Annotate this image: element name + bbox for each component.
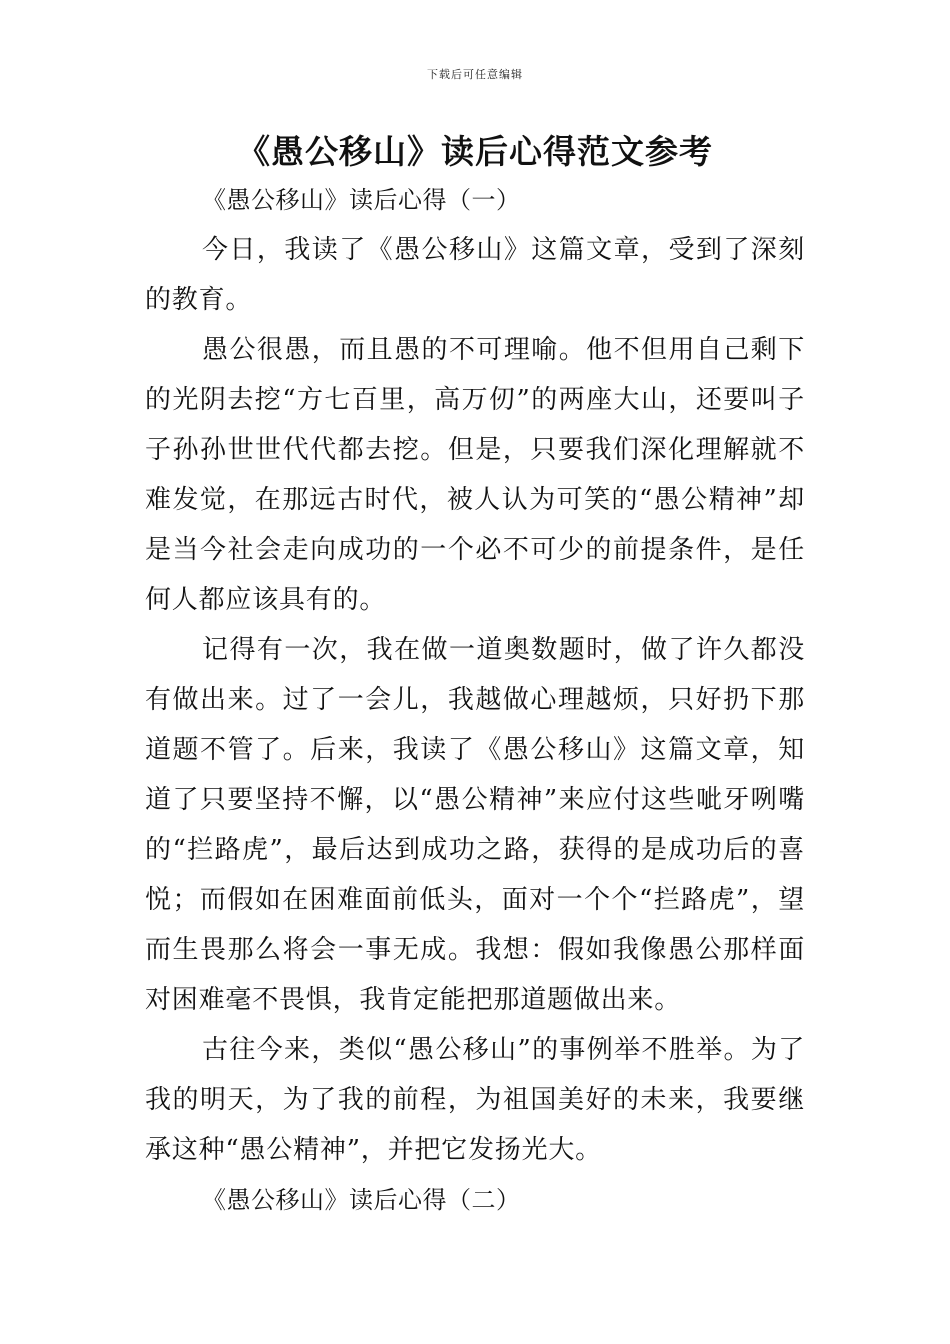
document-title: 《愚公移山》读后心得范文参考 bbox=[237, 132, 713, 171]
section-1-paragraph-2: 愚公很愚，而且愚的不可理喻。他不但用自己剩下的光阴去挖“方七百里，高万仞”的两座大山，还要叫子子孙孙世世代代都去挖。但是，只要我们深化理解就不难发觉，在那远古时代，被人认为可笑的“愚公精神”却是当今社会走向成功的一个必不可少的前提条件，是任何人都应该具有的。 bbox=[145, 335, 805, 615]
section-1-paragraph-1: 今日，我读了《愚公移山》这篇文章，受到了深刻的教育。 bbox=[145, 235, 805, 315]
section-1-paragraph-4: 古往今来，类似“愚公移山”的事例举不胜举。为了我的明天，为了我的前程，为祖国美好的未来，我要继承这种“愚公精神”，并把它发扬光大。 bbox=[145, 1035, 805, 1165]
section-heading-2: 《愚公移山》读后心得（二） bbox=[202, 1186, 521, 1214]
header-note: 下载后可任意编辑 bbox=[427, 68, 523, 81]
document-body bbox=[145, 175, 805, 1225]
section-1-paragraph-3: 记得有一次，我在做一道奥数题时，做了许久都没有做出来。过了一会儿，我越做心理越烦，只好扔下那道题不管了。后来，我读了《愚公移山》这篇文章，知道了只要坚持不懈，以“愚公精神”来应付这些呲牙咧嘴的“拦路虎”，最后达到成功之路，获得的是成功后的喜悦；而假如在困难面前低头，面对一个个“拦路虎”，望而生畏那么将会一事无成。我想：假如我像愚公那样面对困难毫不畏惧，我肯定能把那道题做出来。 bbox=[145, 635, 805, 1015]
section-heading-1: 《愚公移山》读后心得（一） bbox=[202, 186, 521, 214]
